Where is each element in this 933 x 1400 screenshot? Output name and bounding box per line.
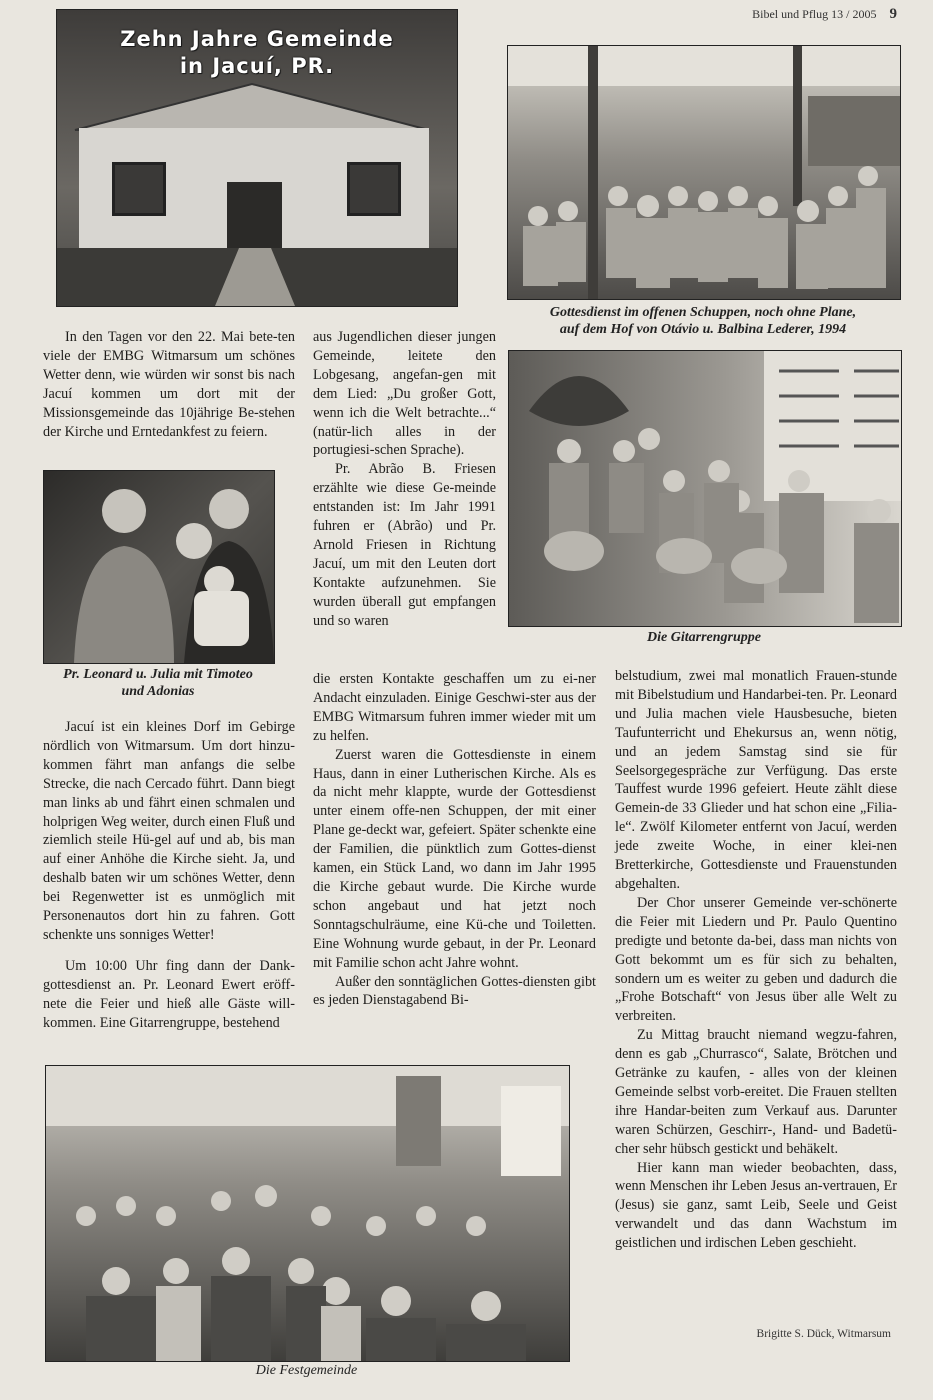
gitarren-caption [508, 629, 900, 646]
photo-title [57, 26, 457, 80]
church-window-right [347, 162, 401, 216]
article-paragraph: Zu Mittag braucht niemand wegzu-fahren, denn es gab „Churrasco“, Salate, Brötchen und Getränke zu kaufen, - alles von der kleinen Gemeinde selbst vorb-ereitet. Die Frauen stellten ihre Handar-beiten zum Verkauf aus. Darunter waren Schürzen, Geschirr-, Hand- und Badetü-cher sehr hübsch gestickt und behäkelt. [615, 1027, 897, 1157]
magazine-name: Bibel und Pflug [752, 7, 829, 21]
article-column-1b [43, 718, 295, 1033]
festgemeinde-crowd [46, 1066, 569, 1361]
issue-number: 13 / 2005 [831, 7, 877, 21]
gitarren-photo [508, 350, 902, 627]
church-window-left [112, 162, 166, 216]
article-paragraph: Zuerst waren die Gottesdienste in einem Haus, dann in einer Lutherischen Kirche. Als es da nicht mehr klappte, wurde der Gottesdienst unter einem offe-nen Schuppen, der mit einer Plane ge-deckt war, gefeiert. Später schenkte eine der Familien, die pünktlich zum Gottes-dienst kamen, ein Stück Land, wo dann im Jahr 1995 die Kirche gebaut wurde. Die Kirche wurde schon angebaut und hat jetzt noch Sonntagschulräume, eine Kü-che und Toiletten. Eine Wohnung wurde gebaut, in der Pr. Leonard mit Familie schon acht Jahre wohnt. [313, 746, 596, 971]
schuppen-caption-line2: auf dem Hof von Otávio u. Balbina Lederer, 1994 [559, 322, 847, 337]
photo-title-line2: in Jacuí, PR. [179, 54, 335, 78]
article-paragraph: belstudium, zwei mal monatlich Frauen-stunde mit Bibelstudium und Handarbei-ten. Pr. Leonard und Julia machen viele Hausbesuche, bieten Taufunterricht und Ehekursus an, wenn nötig, und an jedem Samstag sind sie für Seelsorgegespräche zur Verfügung. Das erste Tauffest wurde 1996 gefeiert. Heute zählt diese Gemein-de 33 Glieder und hat schon eine „Filia-le“. Zwölf Kilometer entfernt von Jacuí, werden jede zweite Woche, in einer klei-nen Bretterkirche, Gottesdienste und Frauenstunden abgehalten. [615, 668, 897, 892]
family-caption-line2: und Adonias [121, 684, 195, 699]
schuppen-caption-line1: Gottesdienst im offenen Schuppen, noch ohne Plane, [549, 305, 857, 320]
schuppen-caption [505, 304, 901, 338]
page-number: 9 [889, 6, 897, 22]
article-paragraph: Außer den sonntäglichen Gottes-diensten gibt es jeden Dienstagabend Bi- [313, 973, 596, 1009]
church-roof [57, 82, 447, 132]
festgemeinde-photo [45, 1065, 570, 1362]
article-paragraph: Der Chor unserer Gemeinde ver-schönerte die Feier mit Liedern und Pr. Paulo Quentino predigte und betonte da-bei, dass man nichts von Gott bekommt um es für sich zu behalten, sondern um es weiter zu geben und dadurch die „Frohe Botschaft“ von Jesus über alle Welt zu verbreiten. [615, 894, 897, 1025]
article-paragraph: In den Tagen vor den 22. Mai bete-ten viele der EMBG Witmarsum um schönes Wetter denn, wie würden wir sonst bis nach Jacuí kommen um dort mit der Missionsgemeinde das 10jährige Be-stehen der Kirche und Erntedankfest zu feiern. [43, 329, 295, 440]
article-paragraph: Um 10:00 Uhr fing dann der Dank-gottesdienst an. Pr. Leonard Ewert eröff-nete die Feier und hieß alle Gäste will-kommen. Eine Gitarrengruppe, bestehend [43, 957, 295, 1031]
article-column-1 [43, 328, 295, 441]
gitarren-players [509, 351, 901, 626]
article-column-2 [313, 328, 496, 631]
photo-title-line1: Zehn Jahre Gemeinde [120, 27, 394, 51]
article-paragraph: aus Jugendlichen dieser jungen Gemeinde, leitete den Lobgesang, angefan-gen mit dem Lied: „Du großer Gott, wenn ich die Welt betrachte...“ (natür-lich alles in der portugiesi-schen Sprache). [313, 329, 496, 459]
article-column-3 [615, 667, 897, 1253]
article-paragraph: Jacuí ist ein kleines Dorf im Gebirge nördlich von Witmarsum. Um dort hinzu-kommen fährt man anfangs die selbe Strecke, die nach Cercado führt. Dann biegt man links ab und fährt einen schmalen und holprigen Weg weiter, durch einen Fluß und ziemlich steile Hü-gel auf und ab, bis man auf einer Anhöhe die Kirche sieht. Ja, und deshalb baten wir um schönes Wetter, denn bei Regenwetter ist es unmöglich mit Personenautos dort hin zu fahren. Gott schenkte uns sonniges Wetter! [43, 719, 295, 943]
article-paragraph: Pr. Abrão B. Friesen erzählte wie diese Ge-meinde entstanden ist: Im Jahr 1991 fuhren er (Abrão) und Pr. Arnold Friesen in Richtung Jacuí, um mit den Leuten dort Kontakte aufzunehmen. Sie wurden überall gut empfangen und so waren [313, 461, 496, 629]
schuppen-crowd [508, 46, 900, 299]
article-paragraph: Hier kann man wieder beobachten, dass, wenn Menschen ihr Leben Jesus an-vertrauen, Er (Jesus) sie ganz, samt Leib, Seele und Geist verwandelt und das dann Wachstum im geistlichen und irdischen Leben geschieht. [615, 1159, 897, 1252]
article-column-2b [313, 670, 596, 1010]
family-caption [40, 666, 276, 700]
family-figures [44, 471, 274, 663]
church-door [227, 182, 282, 258]
family-photo [43, 470, 275, 664]
author-signature: Brigitte S. Dück, Witmarsum [756, 1328, 891, 1340]
church-photo [56, 9, 458, 307]
schuppen-photo [507, 45, 901, 300]
article-paragraph: die ersten Kontakte geschaffen um zu ei-ner Andacht einzuladen. Einige Geschwi-ster aus der EMBG Witmarsum fuhren immer wieder mit um zu helfen. [313, 671, 596, 744]
festgemeinde-caption-text: Die Festgemeinde [255, 1363, 358, 1378]
family-caption-line1: Pr. Leonard u. Julia mit Timoteo [63, 667, 253, 682]
festgemeinde-caption [45, 1362, 568, 1379]
page-header [752, 6, 897, 23]
gitarren-caption-text: Die Gitarrengruppe [647, 630, 761, 645]
